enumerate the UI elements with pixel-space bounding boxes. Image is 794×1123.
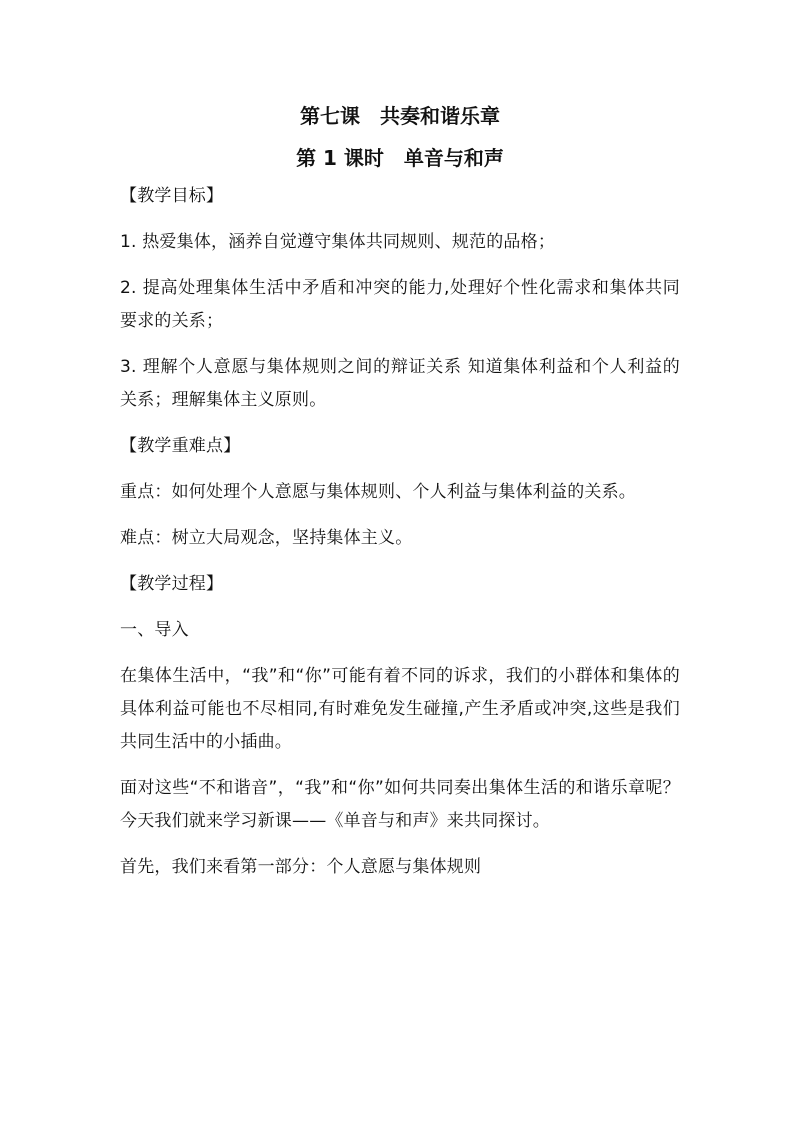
document-content — [120, 98, 680, 897]
heading-process: 【教学过程】 — [120, 574, 224, 594]
key-point: 重点：如何处理个人意愿与集体规则、个人利益与集体利益的关系。 — [120, 482, 636, 502]
intro-paragraph-3: 首先，我们来看第一部分：个人意愿与集体规则 — [120, 857, 482, 877]
intro-paragraph-1: 在集体生活中，“我”和“你”可能有着不同的诉求，我们的小群体和集体的具体利益可能也不尽相同,有时难免发生碰撞,产生矛盾或冲突,这些是我们共同生活中的小插曲。 — [120, 666, 680, 752]
heading-objectives: 【教学目标】 — [120, 186, 224, 206]
difficult-point: 难点：树立大局观念，坚持集体主义。 — [120, 528, 413, 548]
heading-key-points: 【教学重难点】 — [120, 436, 241, 456]
objective-3: 3. 理解个人意愿与集体规则之间的辩证关系 知道集体利益和个人利益的关系；理解集体主义原则。 — [120, 357, 680, 410]
session-title: 第 1 课时 单音与和声 — [296, 146, 504, 170]
section-introduction: 一、导入 — [120, 620, 189, 640]
intro-paragraph-2: 面对这些“不和谐音”，“我”和“你”如何共同奏出集体生活的和谐乐章呢？今天我们就来学习新课——《单音与和声》来共同探讨。 — [120, 778, 680, 831]
objective-2: 2. 提高处理集体生活中矛盾和冲突的能力,处理好个性化需求和集体共同要求的关系； — [120, 278, 680, 331]
lesson-title: 第七课 共奏和谐乐章 — [300, 104, 500, 128]
objective-1: 1. 热爱集体，涵养自觉遵守集体共同规则、规范的品格； — [120, 232, 556, 252]
